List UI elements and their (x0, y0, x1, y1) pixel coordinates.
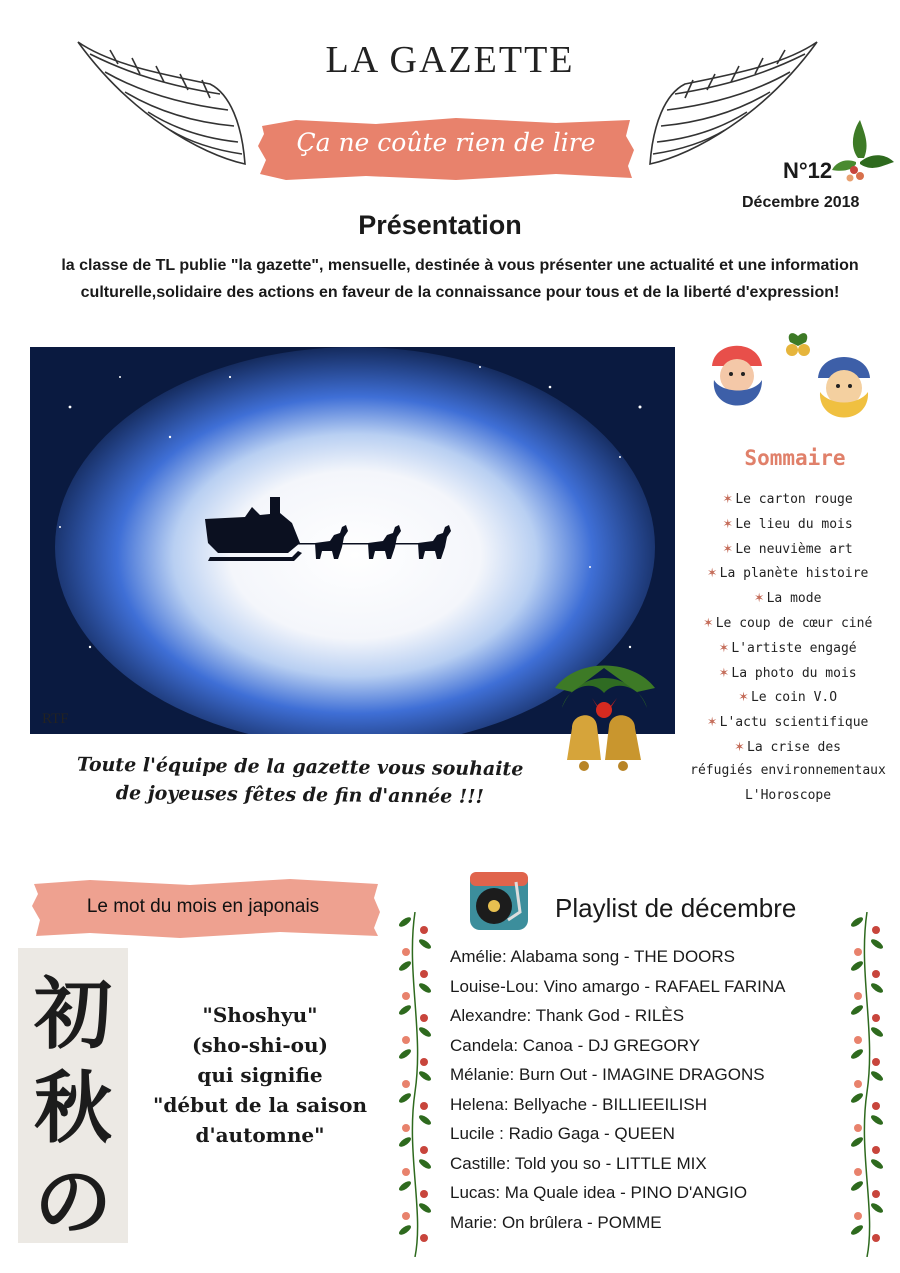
playlist-item: Lucile : Radio Gaga - QUEEN (450, 1124, 675, 1143)
star-icon: ✶ (707, 712, 717, 731)
presentation-text: la classe de TL publie "la gazette", mensuelle, destinée à vous présenter une actualité et une information culturelle,solidaire des actions en faveur de la connaissance pour tous et de la liberté d'expression! (61, 257, 859, 301)
star-icon: ✶ (707, 563, 717, 582)
sommaire-item (676, 784, 900, 809)
sommaire-item (676, 610, 900, 635)
sommaire-item (676, 734, 900, 759)
sommaire-item-label: L'Horoscope (744, 787, 832, 803)
sommaire-title: Sommaire (744, 446, 846, 470)
star-icon: ✶ (723, 538, 733, 557)
wing-left-icon (70, 34, 250, 174)
berry-vine-left-icon (386, 912, 444, 1257)
sommaire-item-label: Le carton rouge (735, 492, 853, 507)
playlist-item: Amélie: Alabama song - THE DOORS (450, 947, 736, 966)
greetings-line-2: de joyeuses fêtes de fin d'année !!! (115, 782, 485, 808)
sommaire-item-label: Le coin V.O (750, 690, 838, 706)
sommaire-item-label: L'actu scientifique (719, 715, 869, 731)
sommaire-item (676, 486, 900, 511)
playlist-item: Louise-Lou: Vino amargo - RAFAEL FARINA (450, 976, 786, 996)
star-icon: ✶ (723, 513, 733, 532)
sommaire-item (676, 759, 900, 784)
kanji-3: の (33, 1157, 112, 1248)
playlist-item: Candela: Canoa - DJ GREGORY (450, 1035, 701, 1055)
sommaire-item (676, 684, 900, 709)
sommaire-item (676, 635, 900, 660)
newspaper-title: LA GAZETTE (325, 39, 575, 81)
japanese-word-definition (140, 1000, 380, 1150)
sommaire-item (676, 511, 900, 536)
sommaire-item (676, 709, 900, 734)
sommaire-item-label: Le neuvième art (735, 541, 853, 557)
sommaire-list (676, 486, 900, 808)
sommaire-item-label: L'artiste engagé (731, 640, 857, 656)
playlist-item: Marie: On brûlera - POMME (450, 1212, 662, 1232)
star-icon: ✶ (719, 662, 729, 681)
christmas-bells-icon (547, 648, 662, 783)
japanese-meaning-1: "début de la saison (152, 1093, 367, 1117)
japanese-word-label: Le mot du mois en japonais (86, 896, 320, 917)
star-icon: ✶ (703, 612, 713, 631)
photo-signature: RTF (42, 711, 69, 727)
star-icon: ✶ (735, 736, 745, 755)
star-icon: ✶ (738, 687, 748, 706)
presentation-title: Présentation (358, 210, 522, 240)
sommaire-item-label: La crise des (747, 739, 841, 755)
kanji-calligraphy (18, 948, 128, 1248)
sommaire-item-label: Le lieu du mois (735, 516, 853, 532)
sommaire-item-label: La photo du mois (731, 665, 857, 681)
santa-faces-icon (700, 330, 890, 430)
holly-icon (830, 118, 895, 188)
playlist-title: Playlist de décembre (555, 893, 797, 923)
japanese-meaning-2: d'automne" (195, 1123, 325, 1147)
slogan-text: Ça ne coûte rien de lire (296, 128, 596, 157)
japanese-meaning-intro: qui signifie (197, 1063, 323, 1087)
playlist-item: Lucas: Ma Quale idea - PINO D'ANGIO (450, 1183, 748, 1202)
playlist-item: Alexandre: Thank God - RILÈS (450, 1006, 685, 1025)
playlist-list (450, 942, 850, 1237)
playlist-item: Helena: Bellyache - BILLIEEILISH (450, 1094, 708, 1114)
issue-number: N°12 (783, 158, 833, 183)
japanese-word: "Shoshyu" (202, 1003, 318, 1027)
star-icon: ✶ (723, 489, 733, 507)
sommaire-item-label: La mode (766, 591, 822, 607)
greetings-line-1: Toute l'équipe de la gazette vous souhaite (76, 753, 524, 781)
playlist-item: Castille: Told you so - LITTLE MIX (450, 1153, 707, 1173)
issue-date: Décembre 2018 (742, 194, 860, 211)
japanese-pronunciation: (sho-shi-ou) (192, 1033, 328, 1057)
turntable-icon (468, 870, 530, 932)
season-greetings (60, 750, 541, 811)
playlist-item: Mélanie: Burn Out - IMAGINE DRAGONS (450, 1065, 765, 1084)
sommaire-item (676, 560, 900, 585)
kanji-2: 秋 (33, 1063, 112, 1154)
sommaire-item (676, 585, 900, 610)
sommaire-item-label: Le coup de cœur ciné (715, 615, 873, 631)
kanji-1: 初 (33, 969, 112, 1060)
sommaire-item (676, 536, 900, 561)
star-icon: ✶ (754, 588, 764, 607)
sommaire-item-label: La planète histoire (719, 566, 869, 582)
sommaire-item (676, 660, 900, 685)
star-icon: ✶ (719, 637, 729, 656)
sommaire-item-label: réfugiés environnementaux (690, 762, 886, 778)
